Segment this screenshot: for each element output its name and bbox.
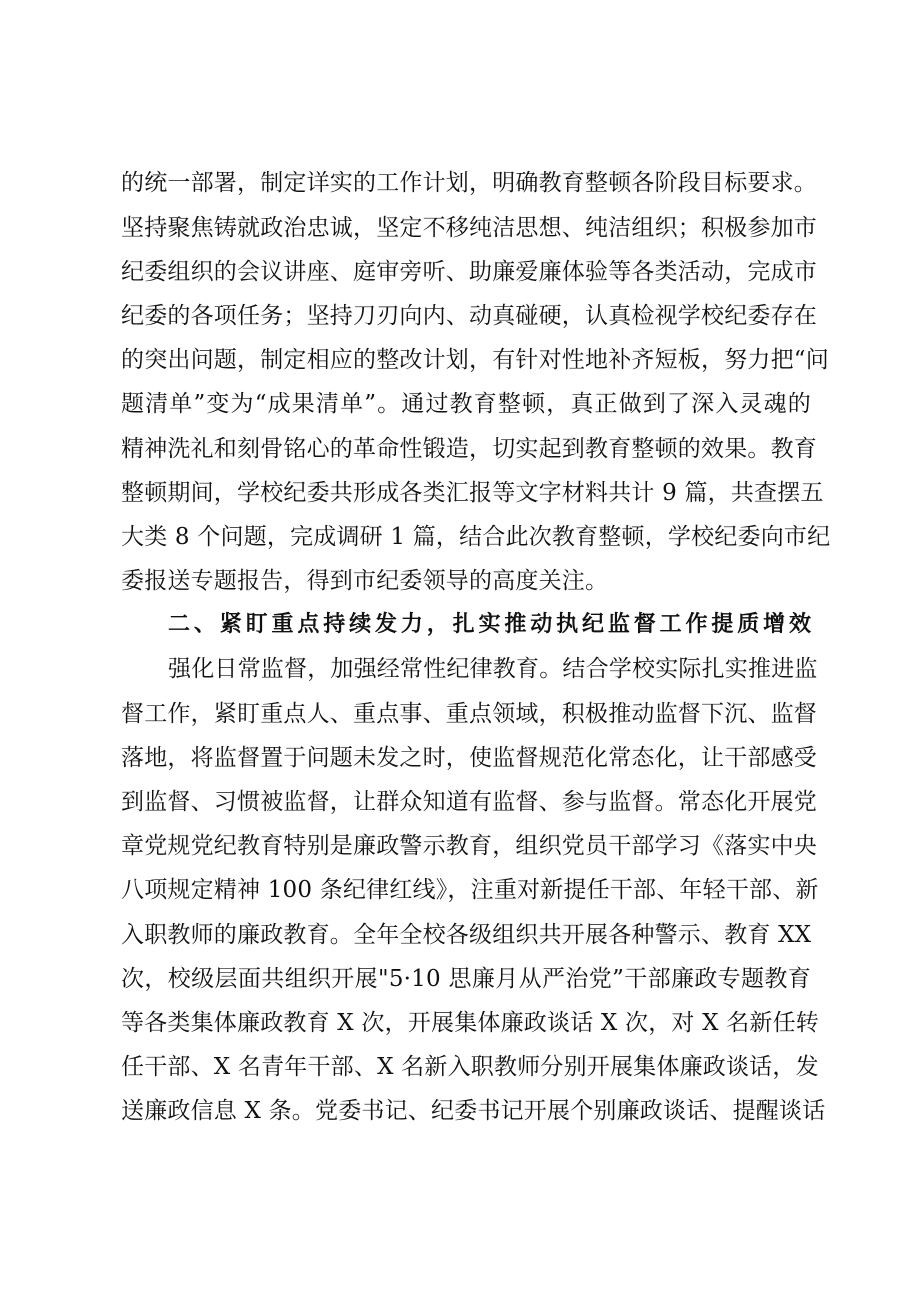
paragraph-2-line: 强化日常监督，加强经常性纪律教育。结合学校实际扎实推进监 <box>168 656 818 682</box>
paragraph-2-line: 入职教师的廉政教育。全年全校各级组织共开展各种警示、教育 XX <box>121 922 812 948</box>
paragraph-1-line: 委报送专题报告，得到市纪委领导的高度关注。 <box>121 568 609 594</box>
paragraph-2-line: 八项规定精神 100 条纪律红线》，注重对新提任干部、年轻干部、新 <box>121 877 819 903</box>
paragraph-2-line: 章党规党纪教育特别是廉政警示教育，组织党员干部学习《落实中央 <box>121 833 817 859</box>
paragraph-1-line: 精神洗礼和刻骨铭心的革命性锻造，切实起到教育整顿的效果。教育 <box>121 436 817 462</box>
paragraph-1-line: 的突出问题，制定相应的整改计划，有针对性地补齐短板，努力把“问 <box>121 347 829 373</box>
paragraph-2-line: 任干部、X 名青年干部、X 名新入职教师分别开展集体廉政谈话，发 <box>121 1054 819 1080</box>
paragraph-2-line: 等各类集体廉政教育 X 次，开展集体廉政谈话 X 次，对 X 名新任转 <box>121 1010 819 1036</box>
paragraph-1-line: 坚持聚焦铸就政治忠诚，坚定不移纯洁思想、纯洁组织；积极参加市 <box>121 215 817 241</box>
paragraph-1-line: 整顿期间，学校纪委共形成各类汇报等文字材料共计 9 篇，共查摆五 <box>121 480 824 506</box>
paragraph-1-line: 纪委组织的会议讲座、庭审旁听、助廉爱廉体验等各类活动，完成市 <box>121 259 817 285</box>
paragraph-1-line: 纪委的各项任务；坚持刀刃向内、动真碰硬，认真检视学校纪委存在 <box>121 303 817 329</box>
section-heading: 二、紧盯重点持续发力，扎实推动执纪监督工作提质增效 <box>168 612 811 637</box>
paragraph-1-line: 题清单”变为“成果清单”。通过教育整顿，真正做到了深入灵魂的 <box>121 391 811 417</box>
paragraph-2-line: 落地，将监督置于问题未发之时，使监督规范化常态化，让干部感受 <box>121 745 817 771</box>
paragraph-2-line: 督工作，紧盯重点人、重点事、重点领域，积极推动监督下沉、监督 <box>121 701 817 727</box>
paragraph-2-line: 送廉政信息 X 条。党委书记、纪委书记开展个别廉政谈话、提醒谈话 <box>121 1098 826 1124</box>
paragraph-1-line: 大类 8 个问题，完成调研 1 篇，结合此次教育整顿，学校纪委向市纪 <box>121 524 831 550</box>
paragraph-2-line: 次，校级层面共组织开展"5·10 思廉月从严治党”干部廉政专题教育 <box>121 966 811 992</box>
paragraph-2-line: 到监督、习惯被监督，让群众知道有监督、参与监督。常态化开展党 <box>121 789 817 815</box>
paragraph-1-line: 的统一部署，制定详实的工作计划，明确教育整顿各阶段目标要求。 <box>121 170 817 196</box>
